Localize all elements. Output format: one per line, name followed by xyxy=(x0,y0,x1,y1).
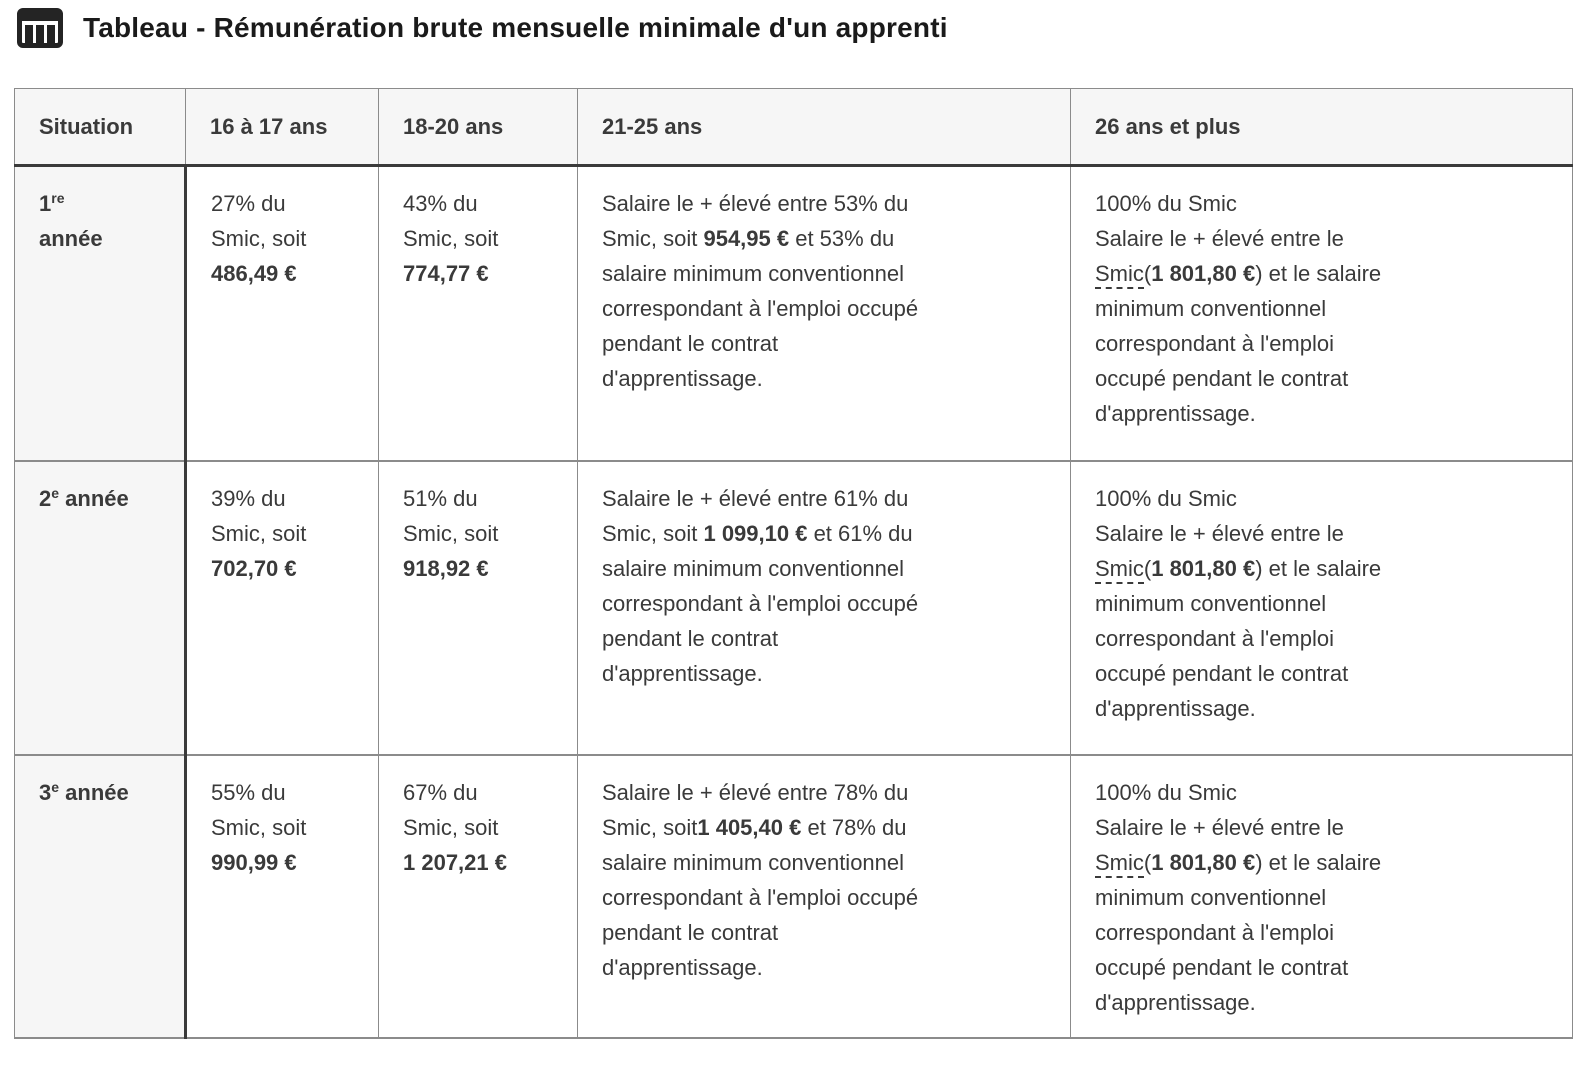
row-header-situation xyxy=(15,166,186,461)
text-segment: Smic, soit xyxy=(602,520,704,546)
text-segment: correspondant à l'emploi xyxy=(1095,331,1335,356)
table-cell xyxy=(578,461,1071,755)
smic-term[interactable]: Smic xyxy=(1095,850,1144,878)
text-segment: d'apprentissage. xyxy=(602,954,763,980)
text-segment: Smic, soit xyxy=(211,520,307,546)
table-cell xyxy=(379,755,578,1038)
text-segment: 1 xyxy=(39,191,52,216)
amount-text: 1 801,80 € xyxy=(1151,849,1256,875)
text-segment: correspondant à l'emploi occupé xyxy=(602,884,919,910)
table-cell xyxy=(186,461,379,755)
text-segment: ) et le salaire xyxy=(1255,261,1382,286)
table-row xyxy=(15,755,1573,1038)
text-segment: ( xyxy=(1143,555,1152,581)
ordinal-suffix: e xyxy=(51,484,60,501)
text-segment: année xyxy=(59,779,129,805)
text-segment: Smic, soit xyxy=(403,520,499,546)
amount-text: 1 801,80 € xyxy=(1151,555,1256,581)
text-segment: Smic, soit xyxy=(403,814,499,840)
row-header-situation xyxy=(15,461,186,755)
text-segment: salaire minimum conventionnel xyxy=(602,261,905,286)
text-segment: 55% du xyxy=(211,779,286,805)
text-segment: occupé pendant le contrat xyxy=(1095,954,1349,980)
header-row xyxy=(15,89,1573,166)
table-cell xyxy=(578,755,1071,1038)
text-segment: et 78% du xyxy=(801,814,907,840)
page-title: Tableau - Rémunération brute mensuelle minimale d'un apprenti xyxy=(83,12,948,43)
text-segment: correspondant à l'emploi xyxy=(1095,625,1335,651)
text-segment: correspondant à l'emploi xyxy=(1095,919,1335,945)
text-segment: Salaire le + élevé entre 61% du xyxy=(602,485,909,511)
column-header-age: 18-20 ans xyxy=(379,89,578,166)
text-segment: minimum conventionnel xyxy=(1095,590,1327,616)
text-segment: d'apprentissage. xyxy=(602,660,763,686)
table-cell xyxy=(1071,166,1573,461)
text-segment: minimum conventionnel xyxy=(1095,296,1327,321)
table-cell xyxy=(379,461,578,755)
text-segment: et 53% du xyxy=(789,226,895,251)
text-segment: année xyxy=(39,226,103,251)
column-header-age: 16 à 17 ans xyxy=(186,89,379,166)
text-segment: Smic, soit xyxy=(602,814,698,840)
column-header-age: 26 ans et plus xyxy=(1071,89,1573,166)
ordinal-suffix: e xyxy=(51,778,60,795)
amount-text: 486,49 € xyxy=(211,261,297,286)
table-cell xyxy=(1071,755,1573,1038)
text-segment: 67% du xyxy=(403,779,478,805)
table-cell xyxy=(1071,461,1573,755)
smic-term[interactable]: Smic xyxy=(1095,556,1144,584)
text-segment: occupé pendant le contrat xyxy=(1095,366,1349,391)
text-segment: et 61% du xyxy=(807,520,913,546)
text-segment: ( xyxy=(1143,849,1152,875)
amount-text: 702,70 € xyxy=(211,555,297,581)
amount-text: 918,92 € xyxy=(403,555,489,581)
text-segment: pendant le contrat xyxy=(602,625,779,651)
text-segment: d'apprentissage. xyxy=(1095,989,1256,1015)
text-segment: 27% du xyxy=(211,191,286,216)
text-segment: Salaire le + élevé entre le xyxy=(1095,814,1344,840)
text-segment: Salaire le + élevé entre le xyxy=(1095,226,1344,251)
amount-text: 954,95 € xyxy=(703,226,790,251)
text-segment: 3 xyxy=(39,779,52,805)
smic-term[interactable]: Smic xyxy=(1095,261,1144,289)
table-caption xyxy=(17,8,1557,48)
text-segment: 100% du Smic xyxy=(1095,191,1237,216)
table-container xyxy=(14,88,1572,1039)
text-segment: Smic, soit xyxy=(602,226,704,251)
text-segment: Smic, soit xyxy=(403,226,499,251)
text-segment: Salaire le + élevé entre le xyxy=(1095,520,1344,546)
column-header-situation: Situation xyxy=(15,89,186,166)
text-segment: 100% du Smic xyxy=(1095,485,1237,511)
text-segment: salaire minimum conventionnel xyxy=(602,555,905,581)
amount-text: 990,99 € xyxy=(211,849,297,875)
text-segment: année xyxy=(59,485,129,511)
amount-text: 1 801,80 € xyxy=(1151,261,1256,286)
table-cell xyxy=(379,166,578,461)
text-segment: d'apprentissage. xyxy=(602,366,763,391)
text-segment: minimum conventionnel xyxy=(1095,884,1327,910)
text-segment: correspondant à l'emploi occupé xyxy=(602,590,919,616)
text-segment: 39% du xyxy=(211,485,286,511)
amount-text: 1 207,21 € xyxy=(403,849,507,875)
text-segment: 43% du xyxy=(403,191,478,216)
text-segment: correspondant à l'emploi occupé xyxy=(602,296,919,321)
text-segment: salaire minimum conventionnel xyxy=(602,849,905,875)
text-segment: Salaire le + élevé entre 78% du xyxy=(602,779,909,805)
table-body xyxy=(15,166,1573,1038)
amount-text: 1 405,40 € xyxy=(697,814,802,840)
text-segment: 2 xyxy=(39,485,52,511)
table-cell xyxy=(578,166,1071,461)
table-icon xyxy=(17,8,63,48)
text-segment: ( xyxy=(1143,261,1152,286)
text-segment: ) et le salaire xyxy=(1255,849,1382,875)
table-header xyxy=(15,89,1573,166)
text-segment: occupé pendant le contrat xyxy=(1095,660,1349,686)
text-segment: 51% du xyxy=(403,485,478,511)
text-segment: Smic, soit xyxy=(211,226,307,251)
table-row xyxy=(15,166,1573,461)
table-cell xyxy=(186,166,379,461)
amount-text: 774,77 € xyxy=(403,261,489,286)
text-segment: Smic, soit xyxy=(211,814,307,840)
text-segment: pendant le contrat xyxy=(602,919,779,945)
text-segment: ) et le salaire xyxy=(1255,555,1382,581)
amount-text: 1 099,10 € xyxy=(703,520,808,546)
row-header-situation xyxy=(15,755,186,1038)
text-segment: pendant le contrat xyxy=(602,331,779,356)
text-segment: d'apprentissage. xyxy=(1095,401,1256,426)
text-segment: 100% du Smic xyxy=(1095,779,1237,805)
ordinal-suffix: re xyxy=(51,190,65,206)
remuneration-table xyxy=(14,88,1573,1039)
text-segment: Salaire le + élevé entre 53% du xyxy=(602,191,909,216)
column-header-age: 21-25 ans xyxy=(578,89,1071,166)
table-cell xyxy=(186,755,379,1038)
table-row xyxy=(15,461,1573,755)
text-segment: d'apprentissage. xyxy=(1095,695,1256,721)
